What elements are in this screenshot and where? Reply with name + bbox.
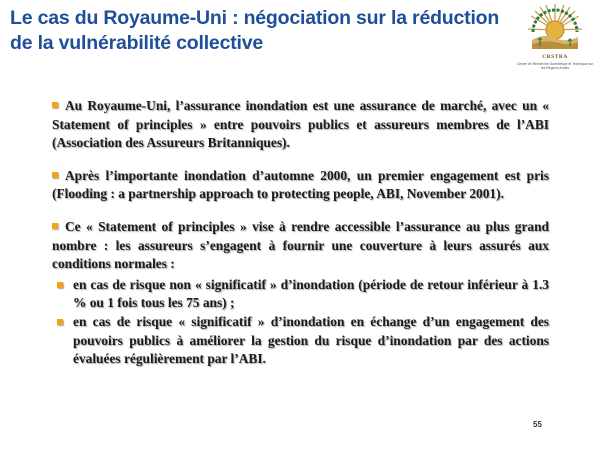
logo bbox=[515, 2, 595, 84]
square-bullet-icon bbox=[52, 223, 58, 229]
paragraph-3 bbox=[52, 218, 549, 274]
paragraph-2-text: Après l’importante inondation d’automne 2000, un premier engagement est pris (Flooding : a partnership approach to protecting people, ABI, November 2001). bbox=[52, 167, 549, 202]
sub-bullet-list bbox=[52, 276, 549, 369]
slide-content bbox=[52, 97, 549, 369]
square-bullet-icon bbox=[57, 319, 63, 325]
square-bullet-icon bbox=[52, 172, 58, 178]
square-bullet-icon bbox=[52, 102, 58, 108]
subitem-1-text: en cas de risque non « significatif » d’inondation (période de retour inférieur à 1.3 % ou 1 fois tous les 75 ans) ; bbox=[73, 276, 549, 311]
list-item bbox=[52, 313, 549, 369]
paragraph-1-text: Au Royaume-Uni, l’assurance inondation est une assurance de marché, avec un « Statement of principles » entre pouvoirs publics et assureurs membres de l’ABI (Association des Assureurs Britanniques). bbox=[52, 98, 549, 151]
crstra-logo-icon bbox=[526, 2, 584, 54]
paragraph-1 bbox=[52, 97, 549, 153]
logo-subtitle: Centre de Recherche Scientifique et Technique sur les Régions Arides bbox=[516, 62, 594, 71]
logo-name: CRSTRA bbox=[542, 54, 568, 60]
paragraph-3-text: Ce « Statement of principles » vise à rendre accessible l’assurance au plus grand nombre : les assureurs s’engagent à fournir une couverture à leurs assurés aux conditions normales : bbox=[52, 218, 549, 272]
list-item bbox=[52, 276, 549, 313]
paragraph-2 bbox=[52, 167, 549, 204]
subitem-2-text: en cas de risque « significatif » d’inondation en échange d’un engagement des pouvoirs publics à améliorer la gestion du risque d’inondation par des actions évaluées régulièrement par l’ABI. bbox=[73, 313, 549, 367]
page-number: 55 bbox=[533, 420, 542, 429]
slide-title: Le cas du Royaume-Uni : négociation sur la réduction de la vulnérabilité collective bbox=[10, 7, 500, 54]
square-bullet-icon bbox=[57, 282, 63, 288]
